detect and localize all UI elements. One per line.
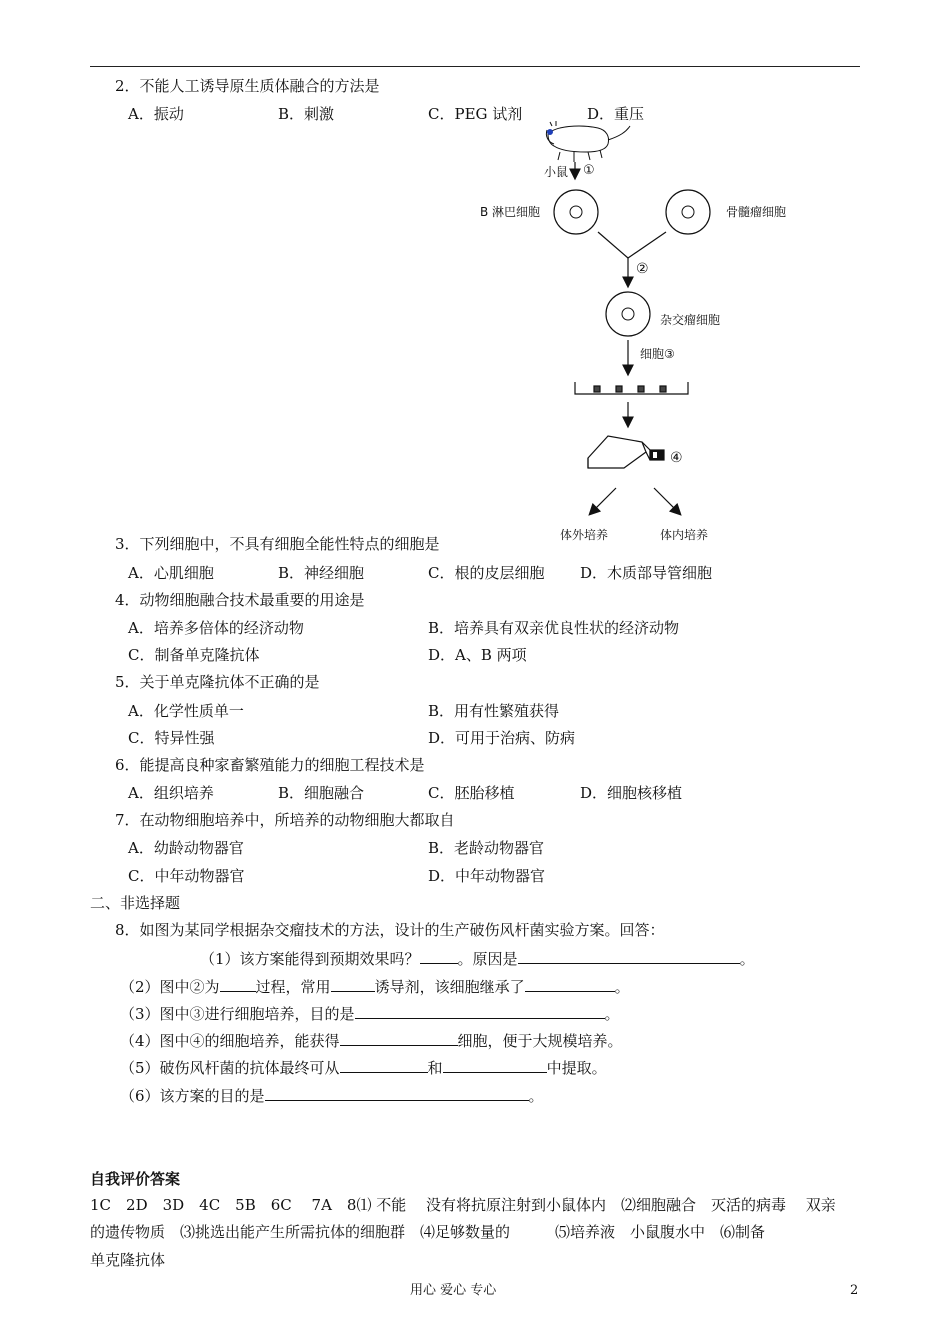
b-cell	[554, 190, 598, 234]
q5-option-c: C．特异性强	[128, 729, 215, 747]
answer-blank[interactable]	[420, 948, 458, 964]
q3-stem: 3．下列细胞中，不具有细胞全能性特点的细胞是	[115, 535, 440, 553]
q8-part4	[120, 1030, 623, 1051]
q4-option-d: D．A、B 两项	[428, 646, 527, 664]
q2-stem: 2．不能人工诱导原生质体融合的方法是	[115, 77, 380, 95]
q8-p3-text-b: 。	[604, 1005, 620, 1023]
q5-option-d: D．可用于治病、防病	[428, 729, 576, 747]
q4-stem: 4．动物细胞融合技术最重要的用途是	[115, 591, 365, 609]
q8-p2-text-a: （2）图中②为	[120, 978, 220, 996]
q8-p2-text-b: 过程，常用	[255, 978, 331, 996]
step4-label: ④	[670, 450, 683, 466]
answers-line-1: 1C 2D 3D 4C 5B 6C 7A 8⑴ 不能 没有将抗原注射到小鼠体内 ⑵细胞融合 灭活的病毒 双亲	[90, 1196, 836, 1214]
answer-blank[interactable]	[265, 1085, 529, 1101]
myeloma-cell	[666, 190, 710, 234]
q7-option-b: B．老龄动物器官	[428, 839, 545, 857]
q3-option-c: C．根的皮层细胞	[428, 564, 545, 582]
q8-p1-text-b: 。原因是	[457, 950, 518, 968]
answer-blank[interactable]	[443, 1057, 547, 1073]
culture-flask-icon	[588, 436, 664, 468]
q8-stem: 8．如图为某同学根据杂交瘤技术的方法，设计的生产破伤风杆菌实验方案。回答：	[115, 921, 665, 939]
q8-part3	[120, 1003, 620, 1024]
q8-p1-text-a: （1）该方案能得到预期效果吗？	[200, 950, 420, 968]
q7-option-c: C．中年动物器官	[128, 867, 245, 885]
answer-blank[interactable]	[355, 1003, 605, 1019]
q6-option-c: C．胚胎移植	[428, 784, 515, 802]
q3-option-d: D．木质部导管细胞	[580, 564, 713, 582]
page-number: 2	[850, 1283, 859, 1298]
q8-part2	[120, 976, 630, 997]
q8-part5	[120, 1057, 607, 1078]
q3-option-b: B．神经细胞	[278, 564, 365, 582]
answer-blank[interactable]	[220, 976, 256, 992]
q2-option-b: B．刺激	[278, 105, 335, 123]
q8-p4-text-b: 细胞，便于大规模培养。	[457, 1032, 623, 1050]
q5-stem: 5．关于单克隆抗体不正确的是	[115, 673, 320, 691]
q8-p1-text-c: 。	[739, 950, 755, 968]
answer-blank[interactable]	[518, 948, 740, 964]
q8-p6-text-b: 。	[528, 1087, 544, 1105]
b-cell-label: B 淋巴细胞	[480, 205, 541, 219]
q8-p6-text-a: （6）该方案的目的是	[120, 1087, 265, 1105]
answer-blank[interactable]	[525, 976, 615, 992]
q7-option-d: D．中年动物器官	[428, 867, 546, 885]
q8-p5-text-b: 和	[427, 1059, 443, 1077]
q6-option-a: A．组织培养	[128, 784, 214, 802]
q8-p2-text-d: 。	[614, 978, 630, 996]
q2-option-a: A．振动	[128, 105, 184, 123]
q4-option-c: C．制备单克隆抗体	[128, 646, 260, 664]
cell3-label: 细胞③	[640, 347, 675, 361]
q5-option-b: B．用有性繁殖获得	[428, 702, 560, 720]
q4-option-b: B．培养具有双亲优良性状的经济动物	[428, 619, 680, 637]
in-vitro-label: 体外培养	[560, 528, 609, 542]
answer-blank[interactable]	[340, 1057, 428, 1073]
mouse-icon	[546, 121, 630, 162]
q6-option-d: D．细胞核移植	[580, 784, 683, 802]
q2-option-c: C．PEG 试剂	[428, 105, 523, 123]
answer-blank[interactable]	[340, 1030, 458, 1046]
answers-title: 自我评价答案	[90, 1170, 181, 1188]
q4-option-a: A．培养多倍体的经济动物	[128, 619, 304, 637]
step1-label: ①	[583, 163, 595, 178]
q3-option-a: A．心肌细胞	[128, 564, 214, 582]
step2-label: ②	[636, 261, 649, 277]
q8-part1	[200, 948, 755, 969]
q8-p2-text-c: 诱导剂，该细胞继承了	[374, 978, 525, 996]
q5-option-a: A．化学性质单一	[128, 702, 244, 720]
section-heading: 二、非选择题	[90, 894, 181, 912]
q7-option-a: A．幼龄动物器官	[128, 839, 244, 857]
myeloma-label: 骨髓瘤细胞	[726, 205, 787, 219]
answer-blank[interactable]	[331, 976, 375, 992]
mouse-label: 小鼠	[544, 165, 569, 179]
hybridoma-diagram	[470, 118, 830, 548]
q8-p5-text-a: （5）破伤风杆菌的抗体最终可从	[120, 1059, 340, 1077]
q8-p3-text-a: （3）图中③进行细胞培养，目的是	[120, 1005, 355, 1023]
q8-p4-text-a: （4）图中④的细胞培养，能获得	[120, 1032, 340, 1050]
q6-stem: 6．能提高良种家畜繁殖能力的细胞工程技术是	[115, 756, 425, 774]
in-vivo-label: 体内培养	[660, 528, 709, 542]
hybridoma-label: 杂交瘤细胞	[660, 313, 721, 327]
q2-option-d: D．重压	[587, 105, 645, 123]
q6-option-b: B．细胞融合	[278, 784, 365, 802]
q8-p5-text-c: 中提取。	[546, 1059, 607, 1077]
answers-line-2: 的遗传物质 ⑶挑选出能产生所需抗体的细胞群 ⑷足够数量的 ⑸培养液 小鼠腹水中 ⑹制备	[90, 1223, 766, 1241]
footer-text: 用心 爱心 专心	[410, 1283, 497, 1298]
culture-plate	[575, 382, 688, 394]
answers-line-3: 单克隆抗体	[90, 1251, 166, 1269]
q7-stem: 7．在动物细胞培养中，所培养的动物细胞大都取自	[115, 811, 455, 829]
q8-part6	[120, 1085, 544, 1106]
header-rule	[90, 66, 860, 67]
hybridoma-cell	[606, 292, 650, 336]
